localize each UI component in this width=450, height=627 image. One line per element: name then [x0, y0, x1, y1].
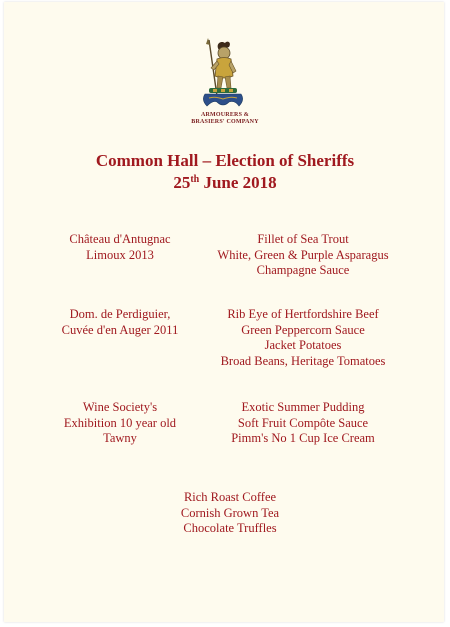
coffee-course	[120, 490, 340, 537]
food-line: Soft Fruit Compôte Sauce	[237, 415, 369, 430]
food-line: Broad Beans, Heritage Tomatoes	[220, 353, 386, 368]
food-line: Exotic Summer Pudding	[241, 400, 365, 414]
company-name-line-1: ARMOURERS &	[200, 112, 250, 118]
wine-line: Limoux 2013	[86, 247, 154, 262]
wine-line: Wine Society's	[82, 400, 158, 414]
food-line: Fillet of Sea Trout	[257, 232, 349, 246]
wine-course-2	[50, 307, 190, 338]
food-line: Jacket Potatoes	[264, 338, 342, 352]
finale-line: Cornish Grown Tea	[180, 505, 280, 520]
food-line: Rib Eye of Hertfordshire Beef	[227, 307, 379, 321]
food-line: Pimm's No 1 Cup Ice Cream	[231, 431, 375, 445]
company-name-line-2: BRASIERS' COMPANY	[191, 119, 259, 125]
food-line: Green Peppercorn Sauce	[241, 322, 365, 337]
wine-course-3	[50, 400, 190, 447]
company-crest-icon	[195, 36, 251, 112]
event-date	[0, 172, 450, 193]
wine-line: Cuvée d'en Auger 2011	[61, 322, 179, 337]
date-month-year: June 2018	[199, 173, 277, 192]
wine-course-1	[50, 232, 190, 263]
date-day: 25	[173, 173, 191, 192]
food-course-1	[198, 232, 408, 279]
wine-line: Exhibition 10 year old	[63, 415, 177, 430]
date-suffix: th	[190, 174, 200, 185]
food-line: Champagne Sauce	[256, 263, 350, 277]
wine-line: Tawny	[103, 431, 137, 445]
wine-line: Château d'Antugnac	[69, 232, 171, 246]
finale-line: Chocolate Truffles	[183, 521, 277, 535]
food-line: White, Green & Purple Asparagus	[217, 247, 389, 262]
finale-line: Rich Roast Coffee	[183, 490, 277, 504]
event-title: Common Hall – Election of Sheriffs	[95, 151, 355, 170]
wine-line: Dom. de Perdiguier,	[69, 307, 171, 321]
food-course-2	[198, 307, 408, 369]
food-course-3	[198, 400, 408, 447]
